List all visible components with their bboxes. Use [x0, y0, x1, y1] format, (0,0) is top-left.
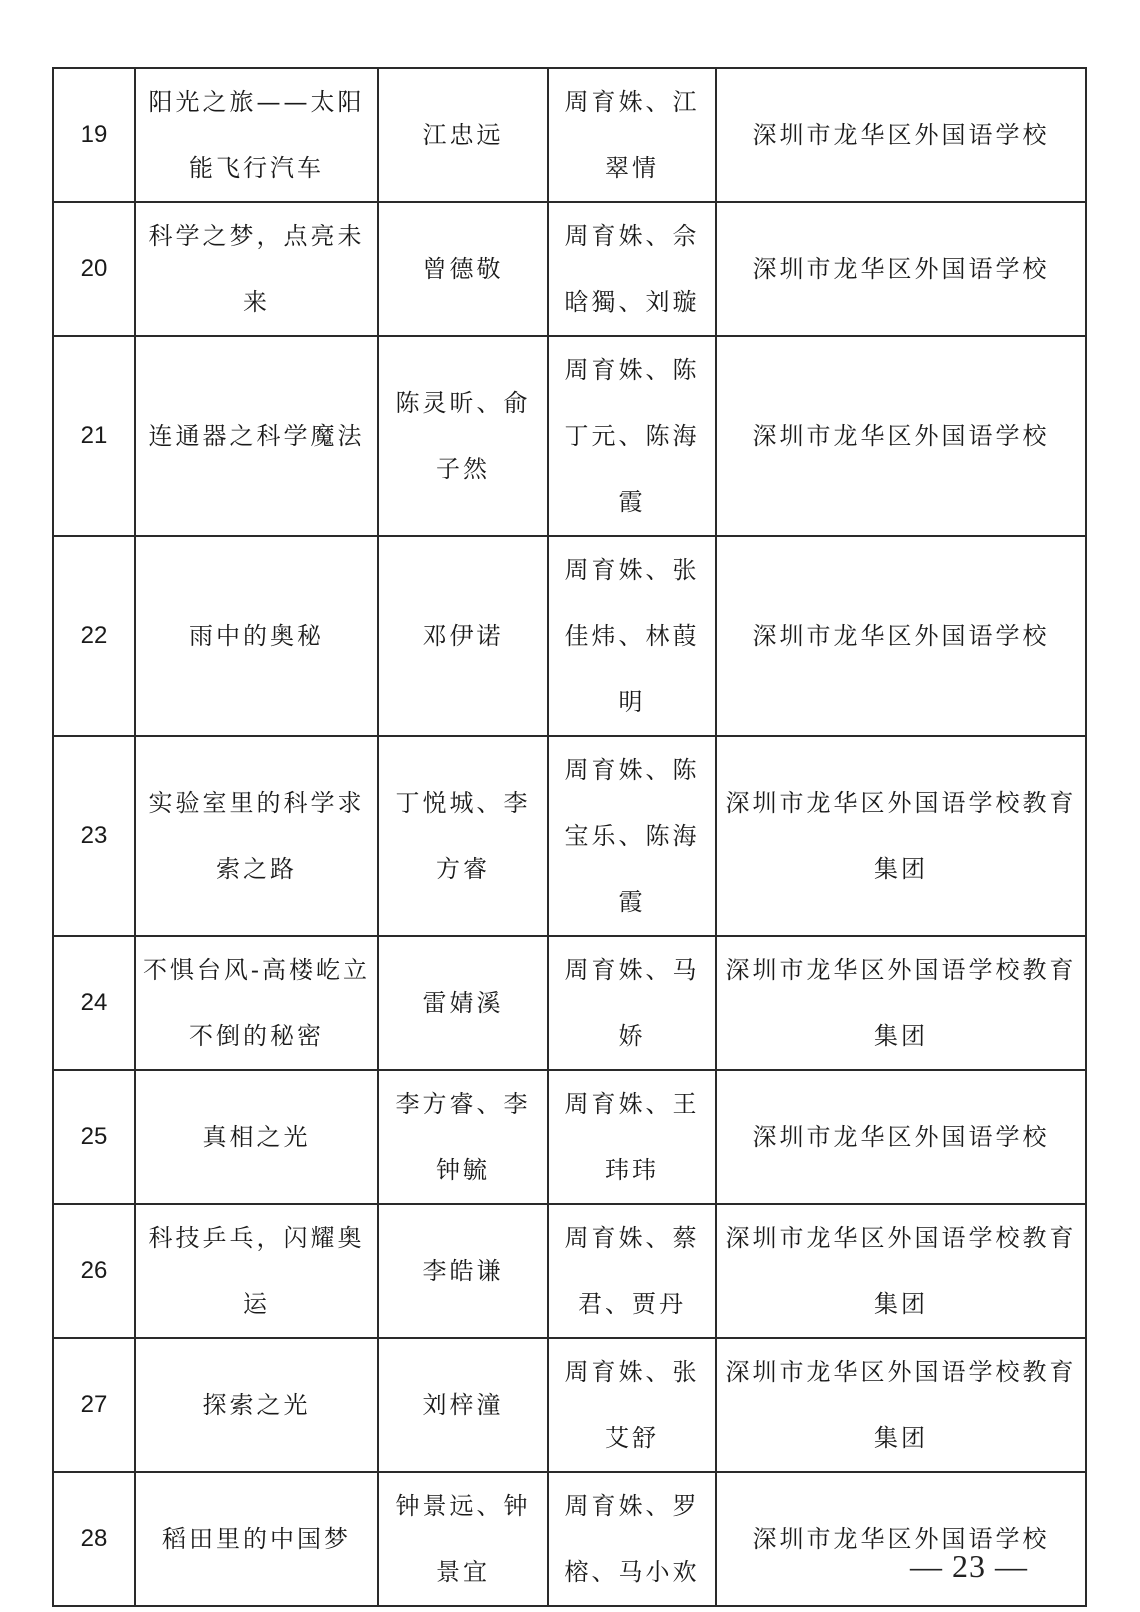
teacher-names: 周育姝、陈丁元、陈海霞 [548, 336, 716, 536]
project-title: 科学之梦，点亮未来 [135, 202, 378, 336]
project-title: 不惧台风-高楼屹立不倒的秘密 [135, 936, 378, 1070]
school-name: 深圳市龙华区外国语学校 [716, 336, 1086, 536]
school-name: 深圳市龙华区外国语学校 [716, 202, 1086, 336]
table-row [53, 736, 1086, 936]
student-names: 雷婧溪 [378, 936, 548, 1070]
teacher-names: 周育姝、蔡君、贾丹 [548, 1204, 716, 1338]
row-number: 26 [53, 1204, 135, 1338]
teacher-names: 周育姝、佘晗獨、刘璇 [548, 202, 716, 336]
teacher-names: 周育姝、陈宝乐、陈海霞 [548, 736, 716, 936]
student-names: 李方睿、李钟毓 [378, 1070, 548, 1204]
teacher-names: 周育姝、江翠情 [548, 68, 716, 202]
student-names: 江忠远 [378, 68, 548, 202]
table-row [53, 202, 1086, 336]
table-row [53, 336, 1086, 536]
student-names: 钟景远、钟景宜 [378, 1472, 548, 1606]
row-number: 27 [53, 1338, 135, 1472]
school-name: 深圳市龙华区外国语学校 [716, 536, 1086, 736]
school-name: 深圳市龙华区外国语学校 [716, 1472, 1086, 1606]
student-names: 丁悦城、李方睿 [378, 736, 548, 936]
page-number: — 23 — [910, 1548, 1028, 1584]
teacher-names: 周育姝、马娇 [548, 936, 716, 1070]
student-names: 曾德敬 [378, 202, 548, 336]
project-title: 连通器之科学魔法 [135, 336, 378, 536]
school-name: 深圳市龙华区外国语学校 [716, 68, 1086, 202]
student-names: 陈灵昕、俞子然 [378, 336, 548, 536]
table-row [53, 1338, 1086, 1472]
project-title: 稻田里的中国梦 [135, 1472, 378, 1606]
school-name: 深圳市龙华区外国语学校教育集团 [716, 1338, 1086, 1472]
school-name: 深圳市龙华区外国语学校教育集团 [716, 936, 1086, 1070]
table-row [53, 68, 1086, 202]
table-row [53, 1070, 1086, 1204]
table-row [53, 936, 1086, 1070]
project-title: 真相之光 [135, 1070, 378, 1204]
awards-table [52, 67, 1087, 1607]
teacher-names: 周育姝、张佳炜、林葭明 [548, 536, 716, 736]
student-names: 刘梓潼 [378, 1338, 548, 1472]
table-row [53, 536, 1086, 736]
project-title: 科技乒乓，闪耀奥运 [135, 1204, 378, 1338]
teacher-names: 周育姝、王玮玮 [548, 1070, 716, 1204]
school-name: 深圳市龙华区外国语学校 [716, 1070, 1086, 1204]
row-number: 28 [53, 1472, 135, 1606]
row-number: 20 [53, 202, 135, 336]
table-row [53, 1472, 1086, 1606]
row-number: 19 [53, 68, 135, 202]
school-name: 深圳市龙华区外国语学校教育集团 [716, 1204, 1086, 1338]
row-number: 24 [53, 936, 135, 1070]
student-names: 邓伊诺 [378, 536, 548, 736]
project-title: 阳光之旅——太阳能飞行汽车 [135, 68, 378, 202]
row-number: 25 [53, 1070, 135, 1204]
school-name: 深圳市龙华区外国语学校教育集团 [716, 736, 1086, 936]
project-title: 探索之光 [135, 1338, 378, 1472]
student-names: 李皓谦 [378, 1204, 548, 1338]
project-title: 实验室里的科学求索之路 [135, 736, 378, 936]
teacher-names: 周育姝、罗榕、马小欢 [548, 1472, 716, 1606]
row-number: 22 [53, 536, 135, 736]
teacher-names: 周育姝、张艾舒 [548, 1338, 716, 1472]
row-number: 21 [53, 336, 135, 536]
project-title: 雨中的奥秘 [135, 536, 378, 736]
row-number: 23 [53, 736, 135, 936]
table-row [53, 1204, 1086, 1338]
